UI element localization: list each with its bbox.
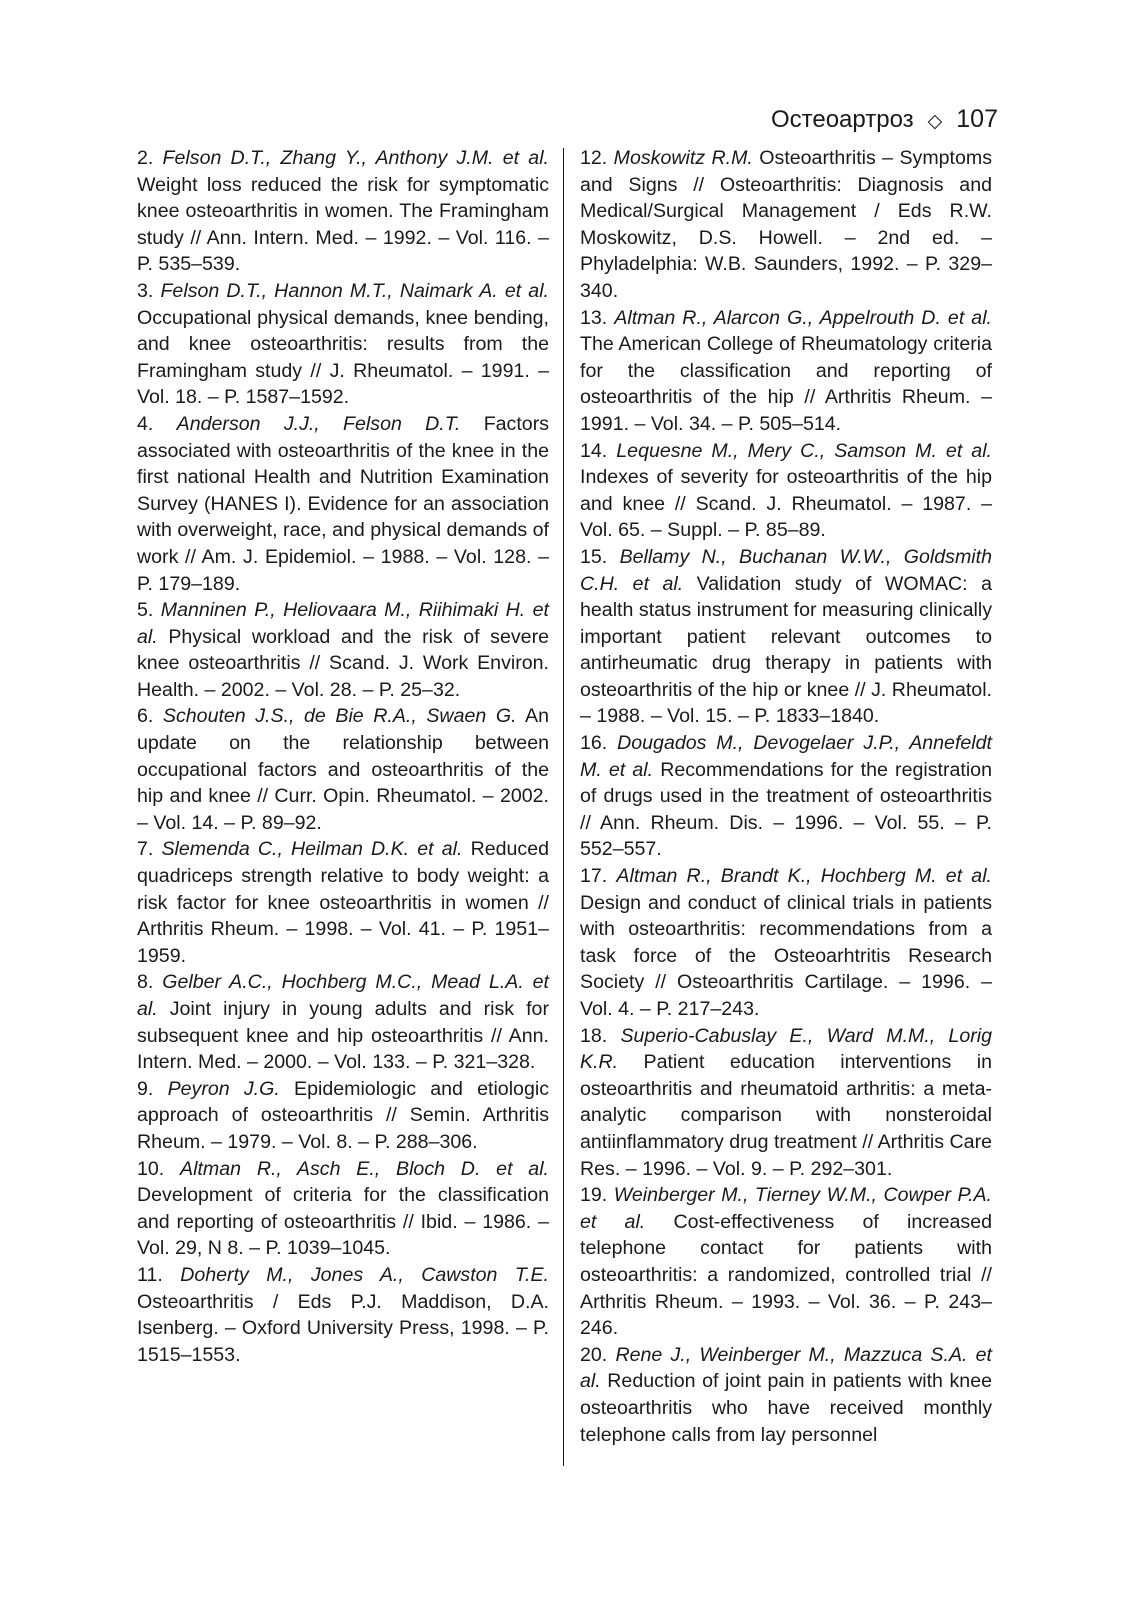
reference-item: 15. Bellamy N., Buchanan W.W., Goldsmith C.H. et al. Validation study of WOMAC: a health status instrument for measuring clinically important patient relevant outcomes to antirheumatic drug therapy in patients with osteoarthritis of the hip or knee // J. Rheumatol. – 1988. – Vol. 15. – P. 1833–1840.: [580, 545, 992, 728]
reference-item: 7. Slemenda C., Heilman D.K. et al. Reduced quadriceps strength relative to body weight: a risk factor for knee osteoarthritis in women // Arthritis Rheum. – 1998. – Vol. 41. – P. 1951–1959.: [137, 838, 549, 967]
reference-item: 8. Gelber A.C., Hochberg M.C., Mead L.A. et al. Joint injury in young adults and risk for subsequent knee and hip osteoarthritis // Ann. Intern. Med. – 2000. – Vol. 133. – P. 321–328.: [137, 971, 549, 1074]
diamond-icon: ◇: [927, 111, 943, 132]
reference-item: 10. Altman R., Asch E., Bloch D. et al. Development of criteria for the classification and reporting of osteoarthritis // Ibid. – 1986. – Vol. 29, N 8. – P. 1039–1045.: [137, 1157, 549, 1260]
running-title: Остеоартроз: [770, 106, 914, 133]
reference-item: 12. Moskowitz R.M. Osteoarthritis – Symptoms and Signs // Osteoarthritis: Diagnosis and Medical/Surgical Management / Eds R.W. Moskowitz, D.S. Howell. – 2nd ed. – Phyladelphia: W.B. Saunders, 1992. – P. 329–340.: [580, 147, 993, 302]
reference-item: 18. Superio-Cabuslay E., Ward M.M., Lorig K.R. Patient education interventions in osteoarthritis and rheumatoid arthritis: a meta-analytic comparison with nonsteroidal antiinflammatory drug treatment // Arthritis Care Res. – 1996. – Vol. 9. – P. 292–301.: [580, 1024, 992, 1180]
reference-item: 2. Felson D.T., Zhang Y., Anthony J.M. et al. Weight loss reduced the risk for symptomatic knee osteoarthritis in women. The Framingham study // Ann. Intern. Med. – 1992. – Vol. 116. – P. 535–539.: [137, 147, 549, 276]
reference-column-left: [137, 145, 549, 1368]
reference-item: 9. Peyron J.G. Epidemiologic and etiologic approach of osteoarthritis // Semin. Arthritis Rheum. – 1979. – Vol. 8. – P. 288–306.: [137, 1077, 550, 1153]
reference-item: 11. Doherty M., Jones A., Cawston T.E. Osteoarthritis / Eds P.J. Maddison, D.A. Isenberg. – Oxford University Press, 1998. – P. 1515–1553.: [137, 1263, 549, 1366]
page-number: 107: [956, 105, 998, 133]
reference-column-right: [580, 145, 992, 1448]
reference-item: 16. Dougados M., Devogelaer J.P., Annefeldt M. et al. Recommendations for the registration of drugs used in the treatment of osteoarthritis // Ann. Rheum. Dis. – 1996. – Vol. 55. – P. 552–557.: [580, 732, 992, 861]
column-divider: [563, 148, 564, 1466]
running-header: [771, 104, 998, 137]
reference-item: 3. Felson D.T., Hannon M.T., Naimark A. et al. Occupational physical demands, knee bending, and knee osteoarthritis: results from the Framingham study // J. Rheumatol. – 1991. – Vol. 18. – P. 1587–1592.: [137, 279, 549, 409]
reference-item: 5. Manninen P., Heliovaara M., Riihimaki H. et al. Physical workload and the risk of severe knee osteoarthritis // Scand. J. Work Environ. Health. – 2002. – Vol. 28. – P. 25–32.: [137, 599, 549, 701]
reference-item: 6. Schouten J.S., de Bie R.A., Swaen G. An update on the relationship between occupational factors and osteoarthritis of the hip and knee // Curr. Opin. Rheumatol. – 2002. – Vol. 14. – P. 89–92.: [137, 705, 549, 834]
reference-item: 17. Altman R., Brandt K., Hochberg M. et al. Design and conduct of clinical trials in patients with osteoarthritis: recommendations from a task force of the Osteoarhtritis Research Society // Osteoarthritis Cartilage. – 1996. – Vol. 4. – P. 217–243.: [580, 865, 992, 1020]
reference-item: 4. Anderson J.J., Felson D.T. Factors associated with osteoarthritis of the knee in the first national Health and Nutrition Examination Survey (HANES I). Evidence for an association with overweight, race, and physical demands of work // Am. J. Epidemiol. – 1988. – Vol. 128. – P. 179–189.: [137, 412, 550, 595]
reference-item: 19. Weinberger M., Tierney W.M., Cowper P.A. et al. Cost-effectiveness of increased telephone contact for patients with osteoarthritis: a randomized, controlled trial // Arthritis Rheum. – 1993. – Vol. 36. – P. 243–246.: [580, 1184, 993, 1340]
reference-item: 14. Lequesne M., Mery C., Samson M. et al. Indexes of severity for osteoarthritis of the hip and knee // Scand. J. Rheumatol. – 1987. – Vol. 65. – Suppl. – P. 85–89.: [580, 439, 992, 542]
reference-item: 20. Rene J., Weinberger M., Mazzuca S.A. et al. Reduction of joint pain in patients with knee osteoarthritis who have received monthly telephone calls from lay personnel: [580, 1343, 993, 1446]
reference-item: 13. Altman R., Alarcon G., Appelrouth D. et al. The American College of Rheumatology criteria for the classification and reporting of osteoarthritis of the hip // Arthritis Rheum. – 1991. – Vol. 34. – P. 505–514.: [580, 306, 992, 435]
